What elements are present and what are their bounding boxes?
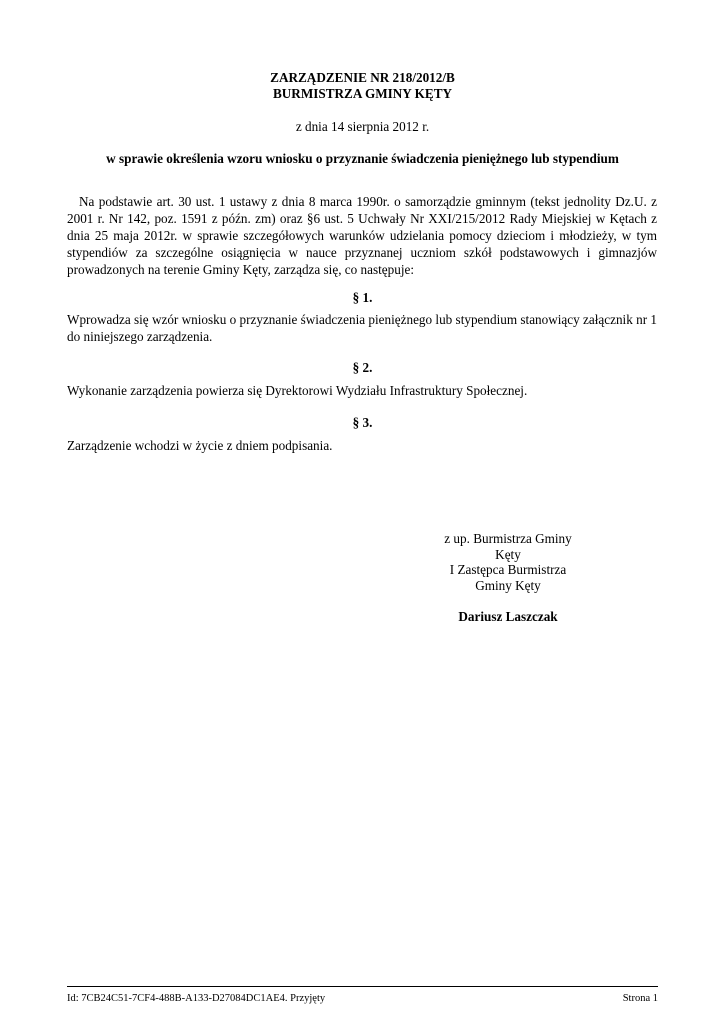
footer-document-id: Id: 7CB24C51-7CF4-488B-A133-D27084DC1AE4. Przyjęty [67,993,326,1004]
section-2-text: Wykonanie zarządzenia powierza się Dyrektorowi Wydziału Infrastruktury Społecznej. [67,383,528,398]
signature-line-2: Kęty [495,546,521,562]
document-subject: w sprawie określenia wzoru wniosku o przyznanie świadczenia pieniężnego lub stypendium [106,151,619,166]
section-1-heading: § 1. [352,290,373,305]
footer-page-number: Strona 1 [622,993,658,1004]
signature-line-1: z up. Burmistrza Gminy [444,531,572,546]
section-3-heading: § 3. [352,415,373,430]
signatory-name: Dariusz Laszczak [458,609,558,624]
signature-line-4: Gminy Kęty [475,577,541,593]
document-title: ZARZĄDZENIE NR 218/2012/B [270,70,455,85]
issuer-title: BURMISTRZA GMINY KĘTY [272,86,453,101]
section-2-heading: § 2. [352,360,373,375]
footer-divider [67,986,658,987]
document-date: z dnia 14 sierpnia 2012 r. [295,119,430,134]
section-1-text: Wprowadza się wzór wniosku o przyznanie świadczenia pieniężnego lub stypendium stanowiący załącznik nr 1 do niniejszego zarządzenia. [67,312,657,344]
intro-paragraph: Na podstawie art. 30 ust. 1 ustawy z dnia 8 marca 1990r. o samorządzie gminnym (tekst jednolity Dz.U. z 2001 r. Nr 142, poz. 1591 z późn. zm) oraz §6 ust. 5 Uchwały Nr XXI/215/2012 Rady Miejskiej w Kętach z dnia 25 maja 2012r. w sprawie szczegółowych warunków udzielania pomocy dzieciom i młodzieży, w tym stypendiów za szczególne osiągnięcia w nauce przyznanej uczniom szkół podstawowych i gimnazjów prowadzonych na terenie Gminy Kęty, zarządza się, co następuje: [67,194,657,277]
signature-line-3: I Zastępca Burmistrza [449,562,567,577]
section-3-text: Zarządzenie wchodzi w życie z dniem podpisania. [67,438,333,453]
signature-block [430,531,586,625]
